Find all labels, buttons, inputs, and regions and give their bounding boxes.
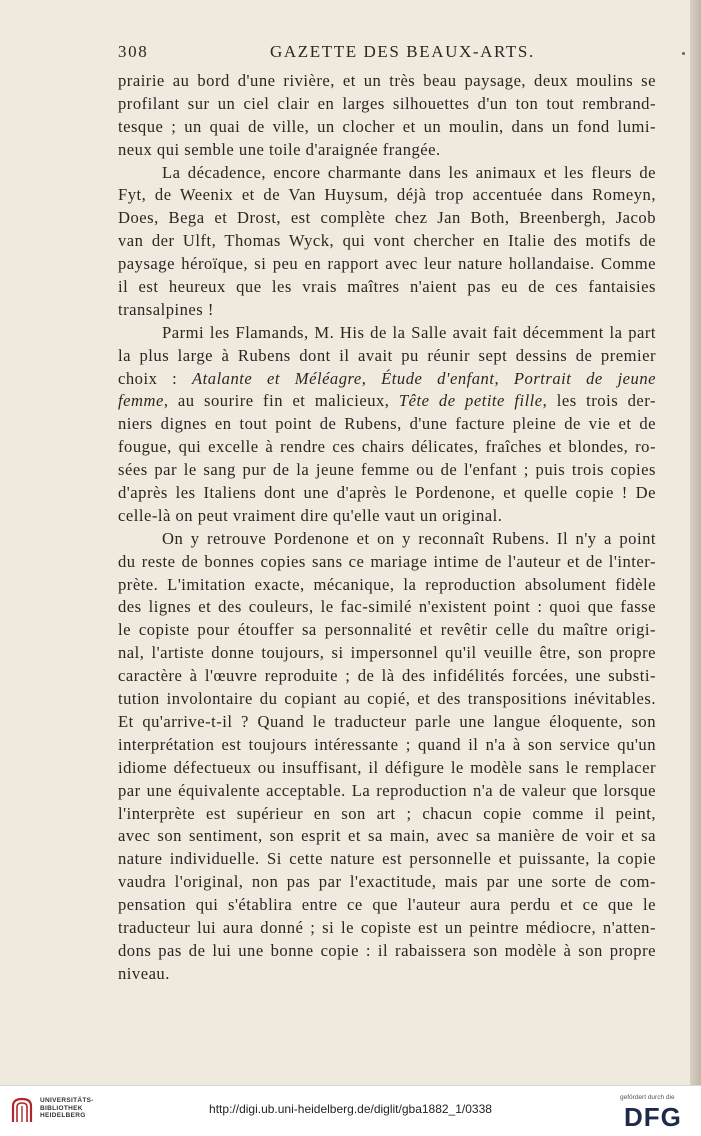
dfg-caption: gefördert durch die [620,1094,675,1101]
text-line: nal, l'artiste donne toujours, si impersonnel qu'il veuille être, son propre [118,643,656,663]
margin-dot [682,52,685,55]
text-line: prairie au bord d'une rivière, et un très beau paysage, deux moulins se [118,71,656,90]
text-line: avec son sentiment, son esprit et sa main, avec sa manière de voir et sa [118,826,656,846]
digitization-footer [0,1085,701,1136]
text-line: niveau. [118,963,170,983]
text-line: Parmi les Flamands, M. His de la Salle avait fait décemment la part [162,322,656,342]
text-line: tution involontaire du copiant au copié, et des transpositions inévitables. [118,689,656,709]
text-line: femme, au sourire fin et malicieux, Tête de petite fille, les trois der- [118,391,656,411]
text-line: l'interprète est supérieur en son art ; chacun copie comme il peint, [118,803,656,823]
text-line: vaudra l'original, non pas par l'exactitude, mais par une sorte de com- [118,872,656,892]
dfg-logo-icon[interactable] [622,1103,692,1129]
paragraph-2 [118,162,656,322]
text-line: neux qui semble une toile d'araignée frangée. [118,139,441,159]
text-line: Fyt, de Weenix et de Van Huysum, déjà trop accentuée dans Romeyn, [118,185,656,205]
page-edge [690,0,701,1085]
text-line: paysage héroïque, si peu en rapport avec leur nature hollandaise. Comme [118,254,656,274]
library-name-line: UNIVERSITÄTS- [40,1097,94,1104]
text-line: fougue, qui excelle à rendre ces chairs délicates, fraîches et blondes, ro- [118,437,656,457]
text-line: par une équivalente acceptable. La reproduction n'a de valeur que lorsque [118,780,656,800]
text-line: d'après les Italiens dont une d'après le Pordenone, et quelle copie ! De [118,483,656,503]
page-number: 308 [118,42,149,61]
paragraph-4 [118,528,656,986]
text-line: des lignes et des couleurs, le fac-similé n'existent point : quoi que fasse [118,597,656,617]
permalink-url[interactable]: http://digi.ub.uni-heidelberg.de/diglit/gba1882_1/0338 [209,1102,492,1116]
running-title: GAZETTE DES BEAUX-ARTS. [270,42,535,61]
library-name-line: BIBLIOTHEK [40,1104,83,1112]
text-line: niers dignes en tout point de Rubens, d'une facture pleine de vie et de [118,414,656,434]
text-line: celle-là on peut vraiment dire qu'elle vaut un original. [118,505,503,525]
text-line: la plus large à Rubens dont il avait pu réunir sept dessins de premier [118,345,656,365]
text-line: choix : Atalante et Méléagre, Étude d'enfant, Portrait de jeune [118,368,656,388]
text-line: dons pas de lui une bonne copie : il rabaissera son modèle à son propre [118,940,656,960]
body-text [118,70,656,986]
paragraph-1 [118,70,656,162]
text-line: sées par le sang pur de la jeune femme ou de l'enfant ; puis trois copies [118,460,656,480]
paragraph-3 [118,322,656,528]
text-line: van der Ulft, Thomas Wyck, qui vont chercher en Italie des motifs de [118,231,656,251]
text-line: On y retrouve Pordenone et on y reconnaît Rubens. Il n'y a point [162,528,656,548]
text-line: Et qu'arrive-t-il ? Quand le traducteur parle une langue éloquente, son [118,711,656,731]
text-line: pensation qui s'établira entre ce que l'auteur aura perdu et ce que le [118,895,656,915]
text-line: du reste de bonnes copies sans ce mariage intime de l'auteur et de l'inter- [118,551,656,571]
text-line: interprétation est toujours intéressante ; quand il n'a à son service qu'un [118,734,656,754]
dfg-logo-text: DFG [624,1103,682,1129]
text-line: traducteur lui aura donné ; si le copiste est un peintre médiocre, n'atten- [118,917,656,937]
text-line: transalpines ! [118,299,214,319]
text-line: profilant sur un ciel clair en larges silhouettes d'un ton tout rembrand- [118,93,656,113]
text-line: il est heureux que les vrais maîtres n'aient pas eu de ces fantaisies [118,277,656,297]
text-line: Does, Bega et Drost, est complète chez Jan Both, Breenbergh, Jacob [118,208,656,228]
text-line: idiome défectueux ou insuffisant, il défigure le modèle sans le remplacer [118,757,656,777]
library-name-line: HEIDELBERG [40,1112,86,1119]
text-line: caractère à l'œuvre reproduite ; de là des infidélités forcées, une substi- [118,666,656,686]
running-head [118,42,658,66]
text-line: le copiste pour étouffer sa personnalité et revêtir celle du maître origi- [118,620,656,640]
text-line: prète. L'imitation exacte, mécanique, la reproduction absolument fidèle [118,574,656,594]
text-line: La décadence, encore charmante dans les animaux et les fleurs de [162,162,656,182]
text-line: tesque ; un quai de ville, un clocher et un moulin, dans un fond lumi- [118,116,656,136]
text-line: nature individuelle. Si cette nature est personnelle et puissante, la copie [118,849,656,869]
